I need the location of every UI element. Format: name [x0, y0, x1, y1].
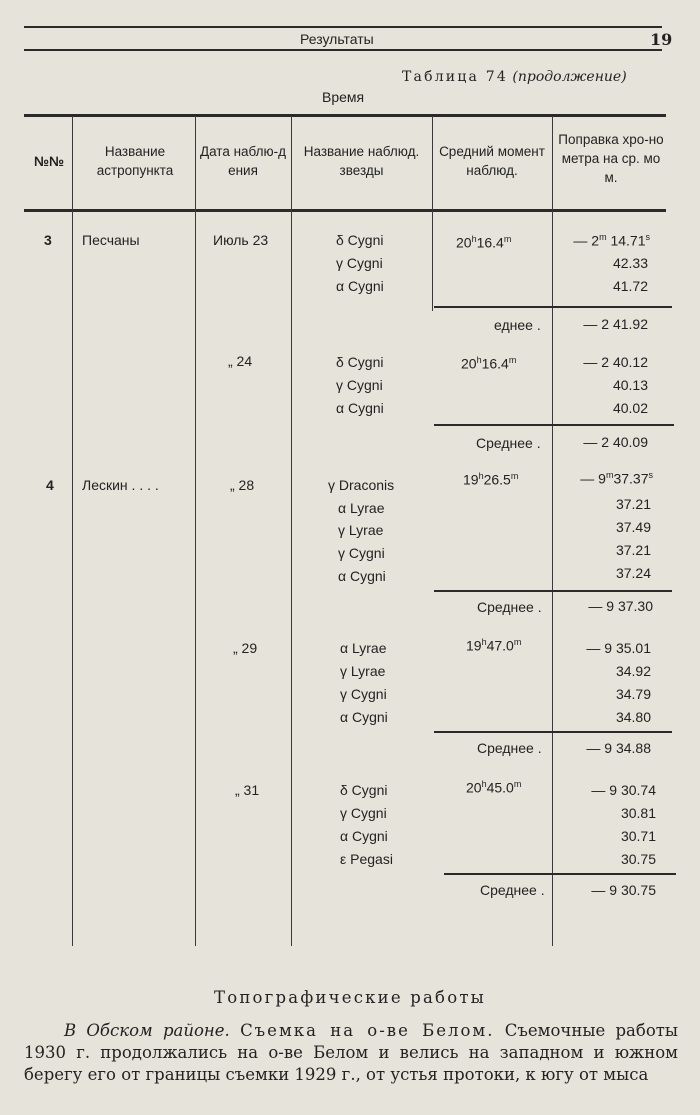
head-rule: [24, 49, 662, 51]
header-corr: Поправка хро-нометра на ср. мом.: [558, 132, 664, 185]
col-divider-3: [291, 116, 292, 946]
mean-moment: 19$^h$47.0$^m$: [466, 637, 522, 654]
mean-label: Среднее .: [477, 740, 542, 756]
row-num: 3: [44, 232, 52, 248]
mean-label: Среднее .: [480, 882, 545, 898]
paragraph-lead: В Обском районе.: [64, 1021, 230, 1040]
header-name: Название астропункта: [96, 144, 174, 178]
correction: 34.80: [615, 709, 651, 725]
correction: 30.75: [620, 851, 656, 867]
star-name: α Cygni: [336, 278, 384, 294]
correction: 30.81: [620, 805, 656, 821]
paragraph-body: Съемочные работы 1930 г. продолжались на о-ве Белом и велись на западном и южном берегу его от границы съемки 1929 г., от устья протоки, к югу от мыса: [24, 1021, 679, 1084]
obs-date: „ 31: [235, 782, 260, 798]
correction: 37.49: [615, 519, 651, 535]
header-star: Название наблюд. звезды: [303, 144, 420, 178]
mean-rule: [434, 424, 674, 426]
col-divider-5: [552, 116, 553, 946]
caption-label: Таблица 74: [402, 69, 508, 85]
correction: 34.92: [615, 663, 651, 679]
correction: — 9 30.74: [591, 782, 656, 798]
mean-label: Среднее .: [477, 599, 542, 615]
top-rule: [24, 26, 662, 28]
correction: 30.71: [620, 828, 656, 844]
correction: 40.02: [612, 400, 648, 416]
star-name: γ Cygni: [336, 377, 383, 393]
correction: — 2 40.12: [583, 354, 648, 370]
table-caption: [402, 69, 627, 85]
star-name: γ Cygni: [336, 255, 383, 271]
mean-moment: 19$^h$26.5$^m$: [463, 471, 519, 488]
star-name: ε Pegasi: [340, 851, 393, 867]
col-divider-1: [72, 116, 73, 946]
mean-value: — 2 40.09: [583, 434, 648, 450]
star-name: α Cygni: [336, 400, 384, 416]
obs-date: Июль 23: [213, 232, 269, 248]
mean-rule: [434, 306, 672, 308]
row-num: 4: [46, 477, 54, 493]
running-head: Результаты: [300, 31, 374, 47]
obs-date: „ 29: [233, 640, 258, 656]
star-name: α Cygni: [340, 828, 388, 844]
astropoint-name: Лескин . . . .: [82, 477, 159, 493]
star-name: γ Draconis: [328, 477, 395, 493]
paragraph-lead-spaced: Съемка на о-ве Белом.: [240, 1021, 495, 1040]
mean-value: — 2 41.92: [583, 316, 648, 332]
correction: 40.13: [612, 377, 648, 393]
star-name: γ Lyrae: [340, 663, 386, 679]
mean-value: — 9 37.30: [588, 598, 653, 614]
correction: 37.21: [615, 496, 651, 512]
mean-value: — 9 30.75: [591, 882, 656, 898]
caption-note: (продолжение): [512, 69, 627, 85]
table-subtitle: Время: [322, 89, 365, 105]
star-name: γ Lyrae: [338, 522, 384, 538]
star-name: δ Cygni: [336, 232, 384, 248]
correction: — 9 35.01: [586, 640, 651, 656]
correction: 37.24: [615, 565, 651, 581]
section-paragraph: [24, 1020, 678, 1086]
star-name: α Lyrae: [340, 640, 387, 656]
correction: 37.21: [615, 542, 651, 558]
correction: 41.72: [612, 278, 648, 294]
table-top-rule: [24, 114, 666, 117]
table-header-rule: [24, 209, 666, 212]
mean-rule: [444, 873, 676, 875]
obs-date: „ 24: [228, 353, 253, 369]
astropoint-name: Песчаны: [82, 232, 140, 248]
correction: — 9$^m$37.37$^s$: [580, 470, 653, 487]
star-name: δ Cygni: [340, 782, 388, 798]
mean-moment: 20$^h$16.4$^m$: [456, 234, 512, 251]
header-date: Дата наблю-дения: [199, 144, 287, 178]
mean-rule: [434, 590, 672, 592]
obs-date: „ 28: [230, 477, 255, 493]
star-name: α Lyrae: [338, 500, 385, 516]
mean-moment: 20$^h$45.0$^m$: [466, 779, 522, 796]
star-name: δ Cygni: [336, 354, 384, 370]
page-number: 19: [650, 30, 673, 49]
correction: — 2$^m$ 14.71$^s$: [573, 232, 650, 249]
star-name: α Cygni: [338, 568, 386, 584]
col-divider-2: [195, 116, 196, 946]
mean-rule: [434, 731, 672, 733]
star-name: α Cygni: [340, 709, 388, 725]
header-num: №№: [33, 154, 65, 169]
star-name: γ Cygni: [340, 805, 387, 821]
header-moment: Средний момент наблюд.: [439, 144, 545, 178]
correction: 42.33: [612, 255, 648, 271]
section-title: Топографические работы: [214, 988, 486, 1007]
correction: 34.79: [615, 686, 651, 702]
star-name: γ Cygni: [340, 686, 387, 702]
mean-label: Среднее .: [476, 435, 541, 451]
mean-moment: 20$^h$16.4$^m$: [461, 355, 517, 372]
star-name: γ Cygni: [338, 545, 385, 561]
mean-label: еднее .: [494, 317, 541, 333]
mean-value: — 9 34.88: [586, 740, 651, 756]
